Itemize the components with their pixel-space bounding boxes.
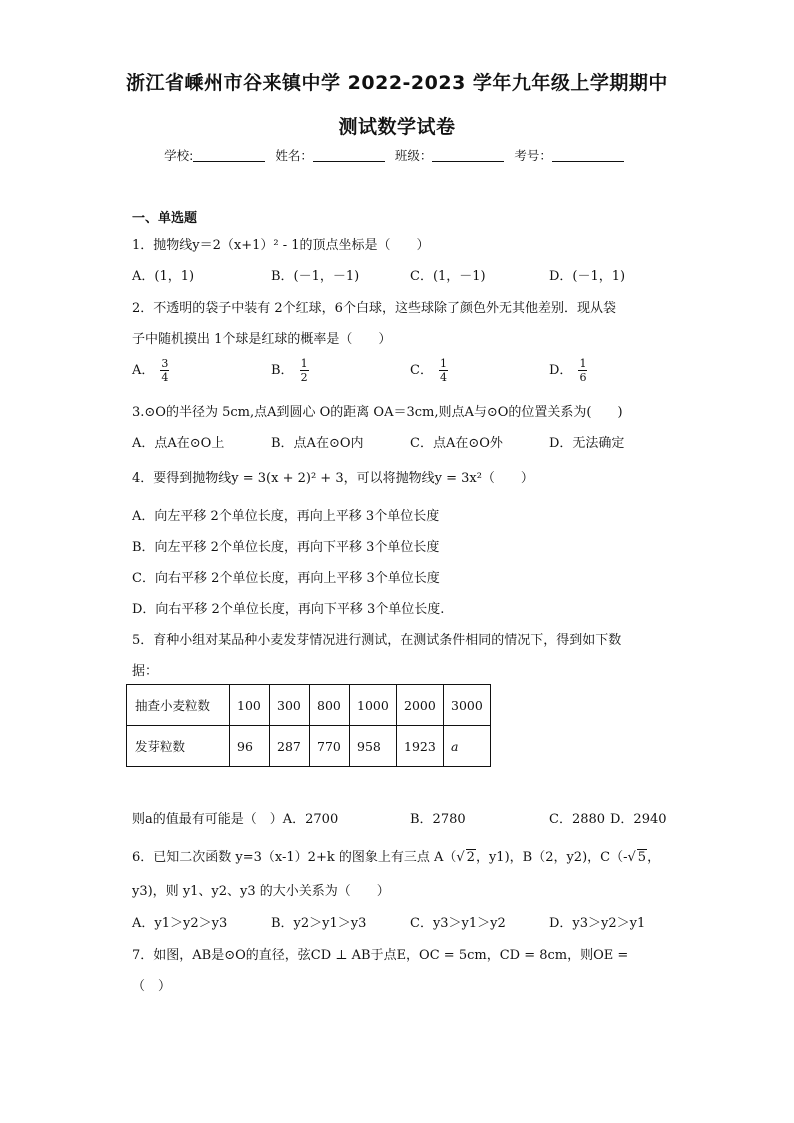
q3-stem: 3.⊙O的半径为 5cm,点A到圆心 O的距离 OA＝3cm,则点A与⊙O的位置关系为( ) [132,405,623,420]
q2-stem-line2: 子中随机摸出 1个球是红球的概率是（ ） [132,332,392,347]
table-cell: 2000 [397,685,444,726]
q3-option-b: B．点A在⊙O内 [271,436,364,451]
q3-option-c: C．点A在⊙O外 [410,436,503,451]
name-blank [313,149,385,162]
q4-option-c: C．向右平移 2个单位长度，再向上平移 3个单位长度 [132,571,440,586]
name-label: 姓名： [275,148,313,163]
q6-option-b: B．y2＞y1＞y3 [271,916,367,931]
q1-option-d: D．(－1，1) [549,269,626,284]
germination-table [126,684,491,767]
q2-option-c: C． $\frac{1}{4}$ [410,357,447,384]
section-heading: 一、单选题 [132,211,198,226]
table-cell: 1923 [397,726,444,767]
q6-stem-line2: y3)，则 y1、y2、y3 的大小关系为（ ） [132,884,390,899]
table-cell: 287 [270,726,310,767]
table-cell: 96 [230,726,270,767]
q4-option-d: D．向右平移 2个单位长度，再向下平移 3个单位长度. [132,602,445,617]
q2-stem-line1: 2．不透明的袋子中装有 2个红球，6个白球，这些球除了颜色外无其他差别．现从袋 [132,301,616,316]
sqrt-icon: √ [456,850,465,865]
q5-option-d: D．2940 [610,812,667,827]
table-row [127,726,491,767]
q2-option-b: B． $\frac{1}{2}$ [271,357,308,384]
table-cell: a [444,726,491,767]
table-cell: 1000 [350,685,397,726]
exam-title-line2: 测试数学试卷 [338,116,456,138]
q4-option-a: A．向左平移 2个单位长度，再向上平移 3个单位长度 [132,509,440,524]
fraction: $\frac{1}{2}$ [300,357,308,384]
table-cell: 抽查小麦粒数 [127,685,230,726]
q5-answer-prompt-option-a: 则a的值最有可能是（ ）A．2700 [132,812,339,827]
table-cell: 770 [310,726,350,767]
class-label: 班级： [394,148,433,163]
q5-option-b: B．2780 [410,812,466,827]
q4-stem: 4．要得到抛物线y = 3(x + 2)² + 3，可以将抛物线y = 3x²（ ） [132,471,534,486]
q3-option-a: A．点A在⊙O上 [132,436,225,451]
q5-option-c: C．2880 [549,812,606,827]
school-label: 学校: [164,148,194,163]
student-info-row [0,146,794,164]
q1-option-a: A．(1，1) [132,269,195,284]
fraction: $\frac{3}{4}$ [161,357,169,384]
q1-stem: 1．抛物线y＝2（x+1）² - 1的顶点坐标是（ ） [132,238,430,253]
school-blank [193,149,265,162]
q5-stem-line2: 据： [132,664,159,679]
table-row [127,685,491,726]
q6-option-a: A．y1＞y2＞y3 [132,916,228,931]
fraction: $\frac{1}{4}$ [439,357,447,384]
table-cell: 300 [270,685,310,726]
q6-option-d: D．y3＞y2＞y1 [549,916,646,931]
q5-stem-line1: 5．育种小组对某品种小麦发芽情况进行测试，在测试条件相同的情况下，得到如下数 [132,633,622,648]
fraction: $\frac{1}{6}$ [579,357,587,384]
table-cell: 958 [350,726,397,767]
q1-option-c: C．(1，－1) [410,269,486,284]
q1-option-b: B．(－1，－1) [271,269,360,284]
q7-stem-line1: 7．如图，AB是⊙O的直径，弦CD ⊥ AB于点E，OC = 5cm，CD = 8cm，则OE = [132,948,629,963]
table-cell: 800 [310,685,350,726]
table-cell: 100 [230,685,270,726]
table-cell: 发芽粒数 [127,726,230,767]
sqrt-icon: √ [627,850,636,865]
q6-option-c: C．y3＞y1＞y2 [410,916,506,931]
q3-option-d: D．无法确定 [549,436,625,451]
q6-stem-line1: 6．已知二次函数 y=3（x-1）2+k 的图象上有三点 A（√ 2，y1)，B（2，y2)，C（-√ 5， [132,850,661,865]
number-blank [552,149,624,162]
q2-option-d: D． $\frac{1}{6}$ [549,357,587,384]
table-cell: 3000 [444,685,491,726]
q4-option-b: B．向左平移 2个单位长度，再向下平移 3个单位长度 [132,540,440,555]
exam-title-line1: 浙江省嵊州市谷来镇中学 2022-2023 学年九年级上学期期中 [126,72,668,94]
class-blank [432,149,504,162]
number-label: 考号： [514,148,552,163]
q2-option-a: A． $\frac{3}{4}$ [132,357,169,384]
q7-stem-line2: （ ） [132,979,172,994]
